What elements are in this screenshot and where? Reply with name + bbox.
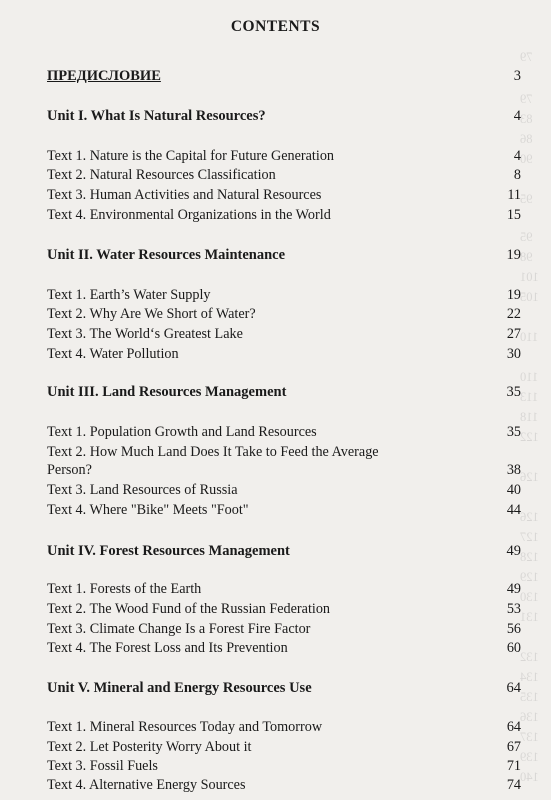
bleed-through-text: 79	[520, 50, 533, 64]
toc-unit-heading	[47, 542, 521, 560]
toc-page-number: 40	[506, 482, 521, 498]
toc-page-number: 19	[506, 247, 521, 263]
toc-text-row	[47, 423, 521, 441]
toc-page-number: 49	[506, 581, 521, 597]
toc-text-row	[47, 639, 521, 657]
bleed-through-text: 132	[520, 650, 539, 664]
bleed-through-text: 126	[520, 470, 539, 484]
toc-entry-label: Unit V. Mineral and Energy Resources Use	[47, 680, 312, 696]
toc-page-number: 19	[506, 287, 521, 303]
bleed-through-text: 130	[520, 590, 539, 604]
toc-entry-label: Text 3. The World‘s Greatest Lake	[47, 326, 243, 342]
toc-page-number: 53	[506, 601, 521, 617]
toc-entry-label: Text 4. Alternative Energy Sources	[47, 777, 246, 793]
bleed-through-text: 136	[520, 710, 539, 724]
toc-page-number: 38	[506, 462, 521, 478]
bleed-through-text: 95	[520, 230, 533, 244]
bleed-through-text: 105	[520, 290, 539, 304]
toc-page-number: 30	[506, 346, 521, 362]
toc-text-row	[47, 620, 521, 638]
toc-page-number: 8	[513, 167, 521, 183]
toc-entry-label: Text 3. Land Resources of Russia	[47, 482, 238, 498]
toc-page-number: 74	[506, 777, 521, 793]
toc-unit-heading	[47, 383, 521, 401]
toc-page-number: 44	[506, 502, 521, 518]
toc-text-row	[47, 286, 521, 304]
toc-page-number: 4	[513, 108, 521, 124]
toc-entry-label: ПРЕДИСЛОВИЕ	[47, 68, 161, 84]
toc-page-number: 35	[506, 424, 521, 440]
toc-entry-label: Text 2. How Much Land Does It Take to Feed the Average Person?	[47, 444, 379, 478]
toc-entry-label: Text 4. The Forest Loss and Its Prevention	[47, 640, 288, 656]
toc-text-row	[47, 147, 521, 165]
toc-text-row	[47, 757, 521, 775]
bleed-through-text: 135	[520, 690, 539, 704]
toc-text-row	[47, 600, 521, 618]
toc-page-number: 67	[506, 739, 521, 755]
toc-page-number: 60	[506, 640, 521, 656]
toc-text-row	[47, 186, 521, 204]
bleed-through-text: 118	[520, 410, 539, 424]
bleed-through-text: 90	[520, 152, 533, 166]
bleed-through-text: 83	[520, 112, 533, 126]
bleed-through-text: 122	[520, 430, 539, 444]
toc-page-number: 15	[506, 207, 521, 223]
toc-entry-label: Text 1. Population Growth and Land Resources	[47, 424, 317, 440]
toc-page-number: 3	[513, 68, 521, 84]
toc-text-row	[47, 305, 521, 323]
toc-page-number: 4	[513, 148, 521, 164]
bleed-through-text: 79	[520, 92, 533, 106]
toc-entry-label: Text 4. Water Pollution	[47, 346, 179, 362]
toc-page-number: 35	[506, 384, 521, 400]
toc-text-row	[47, 206, 521, 224]
toc-page-number: 49	[506, 543, 521, 559]
toc-entry-label: Text 2. Let Posterity Worry About it	[47, 739, 252, 755]
toc-entry-label: Unit I. What Is Natural Resources?	[47, 108, 266, 124]
toc-text-row	[47, 580, 521, 598]
toc-entry-label: Text 2. The Wood Fund of the Russian Federation	[47, 601, 331, 617]
toc-entry-label: Text 1. Earth’s Water Supply	[47, 287, 211, 303]
toc-text-row	[47, 443, 521, 479]
toc-unit-heading	[47, 679, 521, 697]
toc-text-row	[47, 345, 521, 363]
bleed-through-text: 86	[520, 132, 533, 146]
toc-entry-label: Text 3. Human Activities and Natural Resources	[47, 187, 322, 203]
bleed-through-text: 131	[520, 610, 539, 624]
toc-entry-label: Text 4. Where "Bike" Meets "Foot"	[47, 502, 249, 518]
toc-text-row	[47, 166, 521, 184]
toc-text-row	[47, 776, 521, 794]
bleed-through-text: 98	[520, 250, 533, 264]
bleed-through-text: 127	[520, 530, 539, 544]
bleed-through-text: 139	[520, 750, 539, 764]
bleed-through-text: 95	[520, 192, 533, 206]
bleed-through-text: 110	[520, 370, 539, 384]
toc-text-row	[47, 718, 521, 736]
bleed-through-text: 113	[520, 390, 539, 404]
bleed-through-text: 128	[520, 550, 539, 564]
toc-entry-label: Text 4. Environmental Organizations in the World	[47, 207, 331, 223]
toc-text-row	[47, 481, 521, 499]
toc-entry-label: Text 3. Climate Change Is a Forest Fire Factor	[47, 621, 311, 637]
toc-page-number: 11	[507, 187, 521, 203]
bleed-through-text: 140	[520, 770, 539, 784]
page-title: CONTENTS	[230, 18, 321, 35]
toc-entry-label: Text 3. Fossil Fuels	[47, 758, 158, 774]
toc-entry-label: Unit III. Land Resources Management	[47, 384, 287, 400]
toc-preface-row	[47, 67, 521, 85]
bleed-through-text: 126	[520, 510, 539, 524]
bleed-through-text: 110	[520, 330, 539, 344]
bleed-through-text: 134	[520, 670, 539, 684]
toc-page-number: 22	[506, 306, 521, 322]
toc-entry-label: Text 2. Natural Resources Classification	[47, 167, 276, 183]
toc-entry-label: Text 2. Why Are We Short of Water?	[47, 306, 256, 322]
toc-entry-label: Text 1. Nature is the Capital for Future Generation	[47, 148, 335, 164]
toc-page-number: 64	[506, 719, 521, 735]
toc-page-number: 64	[506, 680, 521, 696]
toc-unit-heading	[47, 107, 521, 125]
toc-text-row	[47, 501, 521, 519]
toc-page-number: 71	[506, 758, 521, 774]
toc-unit-heading	[47, 246, 521, 264]
toc-entry-label: Text 1. Mineral Resources Today and Tomorrow	[47, 719, 323, 735]
toc-page-number: 56	[506, 621, 521, 637]
toc-entry-label: Unit IV. Forest Resources Management	[47, 543, 290, 559]
bleed-through-text: 129	[520, 570, 539, 584]
toc-entry-label: Text 1. Forests of the Earth	[47, 581, 202, 597]
toc-text-row	[47, 325, 521, 343]
bleed-through-text: 137	[520, 730, 539, 744]
toc-entry-label: Unit II. Water Resources Maintenance	[47, 247, 286, 263]
bleed-through-text: 101	[520, 270, 539, 284]
toc-text-row	[47, 738, 521, 756]
toc-page-number: 27	[506, 326, 521, 342]
